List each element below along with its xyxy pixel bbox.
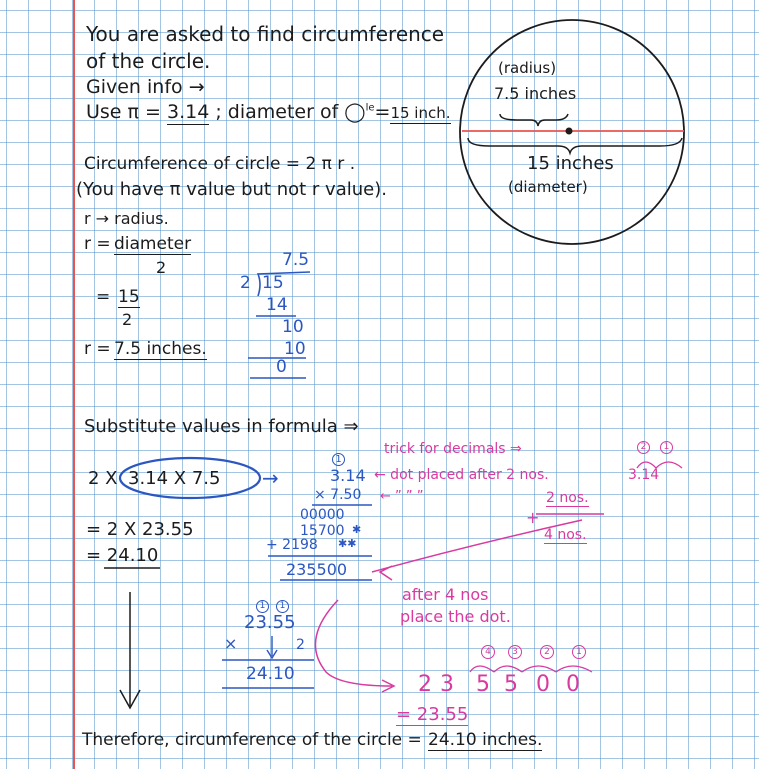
trick-digit-6: 0 [566, 672, 580, 697]
intro-line-2: of the circle. [86, 49, 211, 73]
fraction-equals: = [96, 287, 111, 307]
substitute-expr-prefix: 2 X [88, 468, 118, 489]
fraction-denominator-2b: 2 [122, 310, 133, 329]
trick-digit-3: 5 [476, 672, 490, 697]
division-remainder: 0 [276, 357, 287, 377]
trick-two-nos: 2 nos. [546, 490, 589, 506]
substitute-line-2: = 2 X 23.55 [86, 519, 194, 540]
division-quotient: 7.5 [282, 250, 310, 270]
division-divisor: 2 [240, 273, 251, 293]
mult-result: 235500 [286, 560, 348, 579]
mult-top: 3.14 [330, 466, 366, 485]
second-mult-multiplier: 2 [296, 637, 305, 653]
diameter-label: (diameter) [508, 178, 588, 196]
use-pi-prefix: Use π = [86, 101, 161, 123]
fraction-denominator-2: 2 [156, 258, 167, 277]
trick-digit-1: 2 [418, 672, 432, 697]
mult-star-2: ✱✱ [338, 537, 357, 550]
trick-digit-2: 3 [440, 672, 454, 697]
pi-value-note: (You have π value but not r value). [76, 179, 387, 200]
conclusion-answer: 24.10 inches. [428, 730, 543, 750]
diameter-value: 15 inches [527, 153, 614, 174]
pi-value: 3.14 [166, 101, 210, 123]
fraction-numerator-diameter: diameter [114, 234, 192, 254]
diameter-of-circle-text: ; diameter of ◯ [215, 101, 366, 123]
second-mult-times: × [224, 634, 238, 653]
substitute-heading: Substitute values in formula ⇒ [84, 416, 359, 437]
mult-row-3: + 2198 [266, 537, 318, 553]
le-superscript: le [365, 102, 375, 114]
mult-carry: 1 [332, 453, 345, 466]
mult-star-1: ✱ [352, 523, 362, 536]
equals-sign: = [374, 101, 391, 123]
second-mult-result: 24.10 [246, 664, 295, 684]
second-mult-carry-2: 1 [276, 600, 289, 613]
trick-after: after 4 nos [402, 585, 489, 604]
second-mult-carry-1: 1 [256, 600, 269, 613]
trick-small-label-1: 1 [660, 441, 673, 454]
circumference-formula: Circumference of circle = 2 π r . [84, 154, 356, 174]
r-result: 7.5 inches. [114, 339, 207, 359]
trick-title: trick for decimals ⇒ [384, 441, 522, 457]
radius-label: (radius) [498, 59, 557, 77]
trick-small-label-2: 2 [637, 441, 650, 454]
r-equals: r = [84, 234, 111, 254]
substitute-arrow: → [262, 466, 279, 490]
conclusion-text: Therefore, circumference of the circle = [82, 730, 422, 750]
division-dividend: 15 [262, 273, 284, 293]
trick-digit-5: 0 [536, 672, 550, 697]
division-step-1: 14 [266, 295, 288, 315]
mult-row-1: 00000 [300, 507, 345, 523]
trick-count-3: 3 [508, 645, 522, 659]
trick-note-1: ← dot placed after 2 nos. [374, 467, 549, 483]
trick-digit-4: 5 [504, 672, 518, 697]
division-step-2: 10 [282, 317, 304, 337]
diameter-given-value: 15 inch. [390, 104, 451, 122]
substitute-line-3: = 24.10 [86, 545, 159, 566]
r-result-prefix: r = [84, 339, 111, 359]
given-info-label: Given info → [86, 76, 205, 98]
trick-count-1: 1 [572, 645, 586, 659]
trick-count-2: 2 [540, 645, 554, 659]
r-definition: r → radius. [84, 209, 169, 228]
division-step-3: 10 [284, 339, 306, 359]
substitute-expr-circled: 3.14 X 7.5 [128, 468, 221, 489]
trick-note-2: ← ” ” ” [380, 489, 424, 504]
trick-plus: + [526, 508, 540, 527]
mult-row-2: 15700 [300, 523, 345, 539]
intro-line-1: You are asked to find circumference [86, 22, 445, 46]
second-mult-top: 23.55 [244, 612, 296, 633]
trick-four-nos: 4 nos. [544, 527, 587, 543]
mult-bottom: × 7.50 [314, 487, 362, 503]
trick-small-number: 3.14 [628, 467, 660, 483]
trick-count-4: 4 [481, 645, 495, 659]
fraction-numerator-15: 15 [118, 287, 140, 307]
trick-result: = 23.55 [396, 704, 469, 725]
trick-place: place the dot. [400, 607, 511, 626]
radius-value: 7.5 inches [494, 84, 577, 103]
